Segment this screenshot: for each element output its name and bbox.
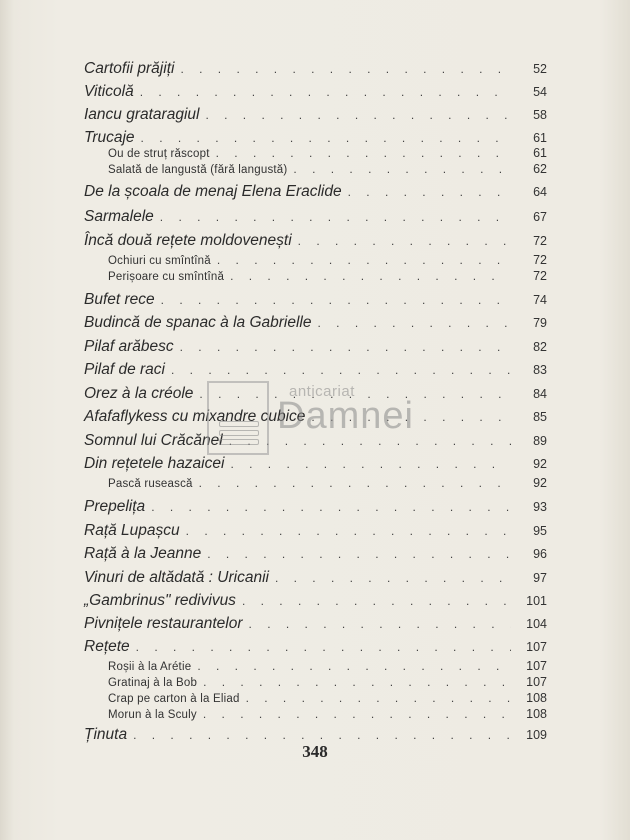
toc-entry	[84, 232, 547, 250]
dot-leader	[197, 659, 511, 673]
toc-entry-page: 107	[526, 640, 547, 654]
book-stack-icon	[207, 381, 269, 455]
toc-entry	[84, 129, 547, 147]
toc-entry	[84, 291, 547, 309]
dot-leader	[249, 617, 511, 631]
toc-subentry	[108, 476, 547, 490]
toc-entry	[84, 314, 547, 332]
toc-subentry	[108, 146, 547, 160]
dot-leader	[160, 210, 511, 224]
toc-entry-page: 54	[533, 85, 547, 99]
toc-entry	[84, 522, 547, 540]
dot-leader	[298, 234, 511, 248]
toc-entry-page: 72	[533, 253, 547, 267]
toc-entry-title: De la școala de menaj Elena Eraclide	[84, 183, 342, 200]
toc-entry-page: 96	[533, 547, 547, 561]
toc-entry-page: 109	[526, 728, 547, 742]
toc-entry-page: 84	[533, 387, 547, 401]
toc-entry-page: 107	[526, 659, 547, 673]
dot-leader	[207, 547, 511, 561]
dot-leader	[317, 316, 511, 330]
dot-leader	[246, 691, 511, 705]
toc-entry-title: Somnul lui Crăcănel	[84, 432, 223, 449]
toc-entry-title: Viticolă	[84, 83, 134, 100]
dot-leader	[242, 594, 511, 608]
toc-entry-title: Budincă de spanac à la Gabrielle	[84, 314, 312, 331]
toc-entry-title: Ochiuri cu smîntînă	[108, 255, 211, 267]
watermark-small-text: anticariat	[289, 383, 355, 400]
toc-entry-title: Pilaf arăbesc	[84, 338, 174, 355]
toc-entry-page: 89	[533, 434, 547, 448]
dot-leader	[203, 707, 511, 721]
toc-entry	[84, 455, 547, 473]
toc-entry	[84, 208, 547, 226]
dot-leader	[216, 146, 511, 160]
toc-entry-title: Vinuri de altădată : Uricanii	[84, 569, 269, 586]
toc-entry-title: Salată de langustă (fără langustă)	[108, 164, 288, 176]
toc-entry	[84, 60, 547, 78]
toc-entry-page: 95	[533, 524, 547, 538]
dot-leader	[180, 62, 511, 76]
toc-entry-page: 92	[533, 476, 547, 490]
watermark-big-text: Damnei	[277, 395, 414, 437]
toc-entry-title: Orez à la créole	[84, 385, 194, 402]
toc-entry-title: Pască rusească	[108, 478, 193, 490]
toc-entry-page: 83	[533, 363, 547, 377]
toc-entry-page: 67	[533, 210, 547, 224]
toc-entry	[84, 569, 547, 587]
dot-leader	[161, 293, 511, 307]
toc-entry-title: Bufet rece	[84, 291, 155, 308]
dot-leader	[151, 500, 511, 514]
dot-leader	[205, 108, 511, 122]
toc-entry-page: 108	[526, 707, 547, 721]
toc-entry-title: Din rețetele hazaicei	[84, 455, 225, 472]
toc-entry-title: Iancu grataragiul	[84, 106, 200, 123]
dot-leader	[293, 162, 511, 176]
watermark-logo	[207, 381, 433, 455]
toc-subentry	[108, 659, 547, 673]
toc-subentry	[108, 253, 547, 267]
toc-entry-title: Sarmalele	[84, 208, 154, 225]
toc-entry-title: Rețete	[84, 638, 130, 655]
toc-entry-page: 61	[533, 131, 547, 145]
dot-leader	[136, 640, 511, 654]
toc-entry	[84, 498, 547, 516]
toc-entry-page: 58	[533, 108, 547, 122]
toc-entry-title: „Gambrinus" redivivus	[84, 592, 236, 609]
toc-entry-page: 61	[533, 146, 547, 160]
toc-subentry	[108, 707, 547, 721]
toc-entry-page: 93	[533, 500, 547, 514]
toc-entry-title: Prepelița	[84, 498, 146, 515]
dot-leader	[203, 675, 511, 689]
toc-entry-page: 74	[533, 293, 547, 307]
toc-entry	[84, 545, 547, 563]
dot-leader	[141, 131, 511, 145]
toc-entry	[84, 83, 547, 101]
dot-leader	[180, 340, 511, 354]
dot-leader	[217, 253, 511, 267]
toc-entry-title: Afafaflykess cu mixandre cubice	[84, 408, 306, 425]
toc-entry-page: 79	[533, 316, 547, 330]
page-number: 348	[302, 742, 328, 761]
toc-subentry	[108, 269, 547, 283]
toc-entry	[84, 615, 547, 633]
toc-entry	[84, 183, 547, 201]
dot-leader	[186, 524, 511, 538]
toc-entry-page: 52	[533, 62, 547, 76]
toc-entry-page: 97	[533, 571, 547, 585]
toc-subentry	[108, 162, 547, 176]
toc-entry-title: Morun à la Sculy	[108, 709, 197, 721]
toc-subentry	[108, 675, 547, 689]
toc-entry-page: 72	[533, 234, 547, 248]
dot-leader	[171, 363, 511, 377]
toc-entry-title: Crap pe carton à la Eliad	[108, 693, 240, 705]
toc-entry-page: 104	[526, 617, 547, 631]
toc-entry-title: Trucaje	[84, 129, 135, 146]
toc-entry-title: Rață Lupașcu	[84, 522, 180, 539]
dot-leader	[199, 476, 511, 490]
dot-leader	[230, 269, 511, 283]
toc-entry-title: Pilaf de raci	[84, 361, 165, 378]
toc-entry	[84, 361, 547, 379]
toc-subentry	[108, 691, 547, 705]
toc-entry-title: Gratinaj à la Bob	[108, 677, 198, 689]
dot-leader	[140, 85, 511, 99]
toc-entry-title: Ou de struț răscopt	[108, 148, 210, 160]
dot-leader	[133, 728, 511, 742]
toc-entry-title: Pivnițele restaurantelor	[84, 615, 243, 632]
toc-entry-page: 92	[533, 457, 547, 471]
toc-entry-page: 101	[526, 594, 547, 608]
toc-entry-page: 85	[533, 410, 547, 424]
toc-entry	[84, 106, 547, 124]
toc-entry-title: Încă două rețete moldovenești	[84, 232, 292, 249]
toc-entry	[84, 638, 547, 656]
toc-entry	[84, 338, 547, 356]
toc-entry-page: 64	[533, 185, 547, 199]
toc-entry-title: Roșii à la Arétie	[108, 661, 192, 673]
toc-entry-title: Perișoare cu smîntînă	[108, 271, 225, 283]
toc-entry-title: Cartofii prăjiți	[84, 60, 175, 77]
toc-entry-page: 82	[533, 340, 547, 354]
toc-entry-page: 107	[526, 675, 547, 689]
toc-entry-title: Rață à la Jeanne	[84, 545, 202, 562]
dot-leader	[230, 457, 511, 471]
toc-entry	[84, 592, 547, 610]
dot-leader	[348, 185, 511, 199]
toc-entry-page: 62	[533, 162, 547, 176]
toc-entry-page: 72	[533, 269, 547, 283]
dot-leader	[275, 571, 511, 585]
toc-entry-page: 108	[526, 691, 547, 705]
toc-entry-title: Ținuta	[84, 726, 128, 743]
